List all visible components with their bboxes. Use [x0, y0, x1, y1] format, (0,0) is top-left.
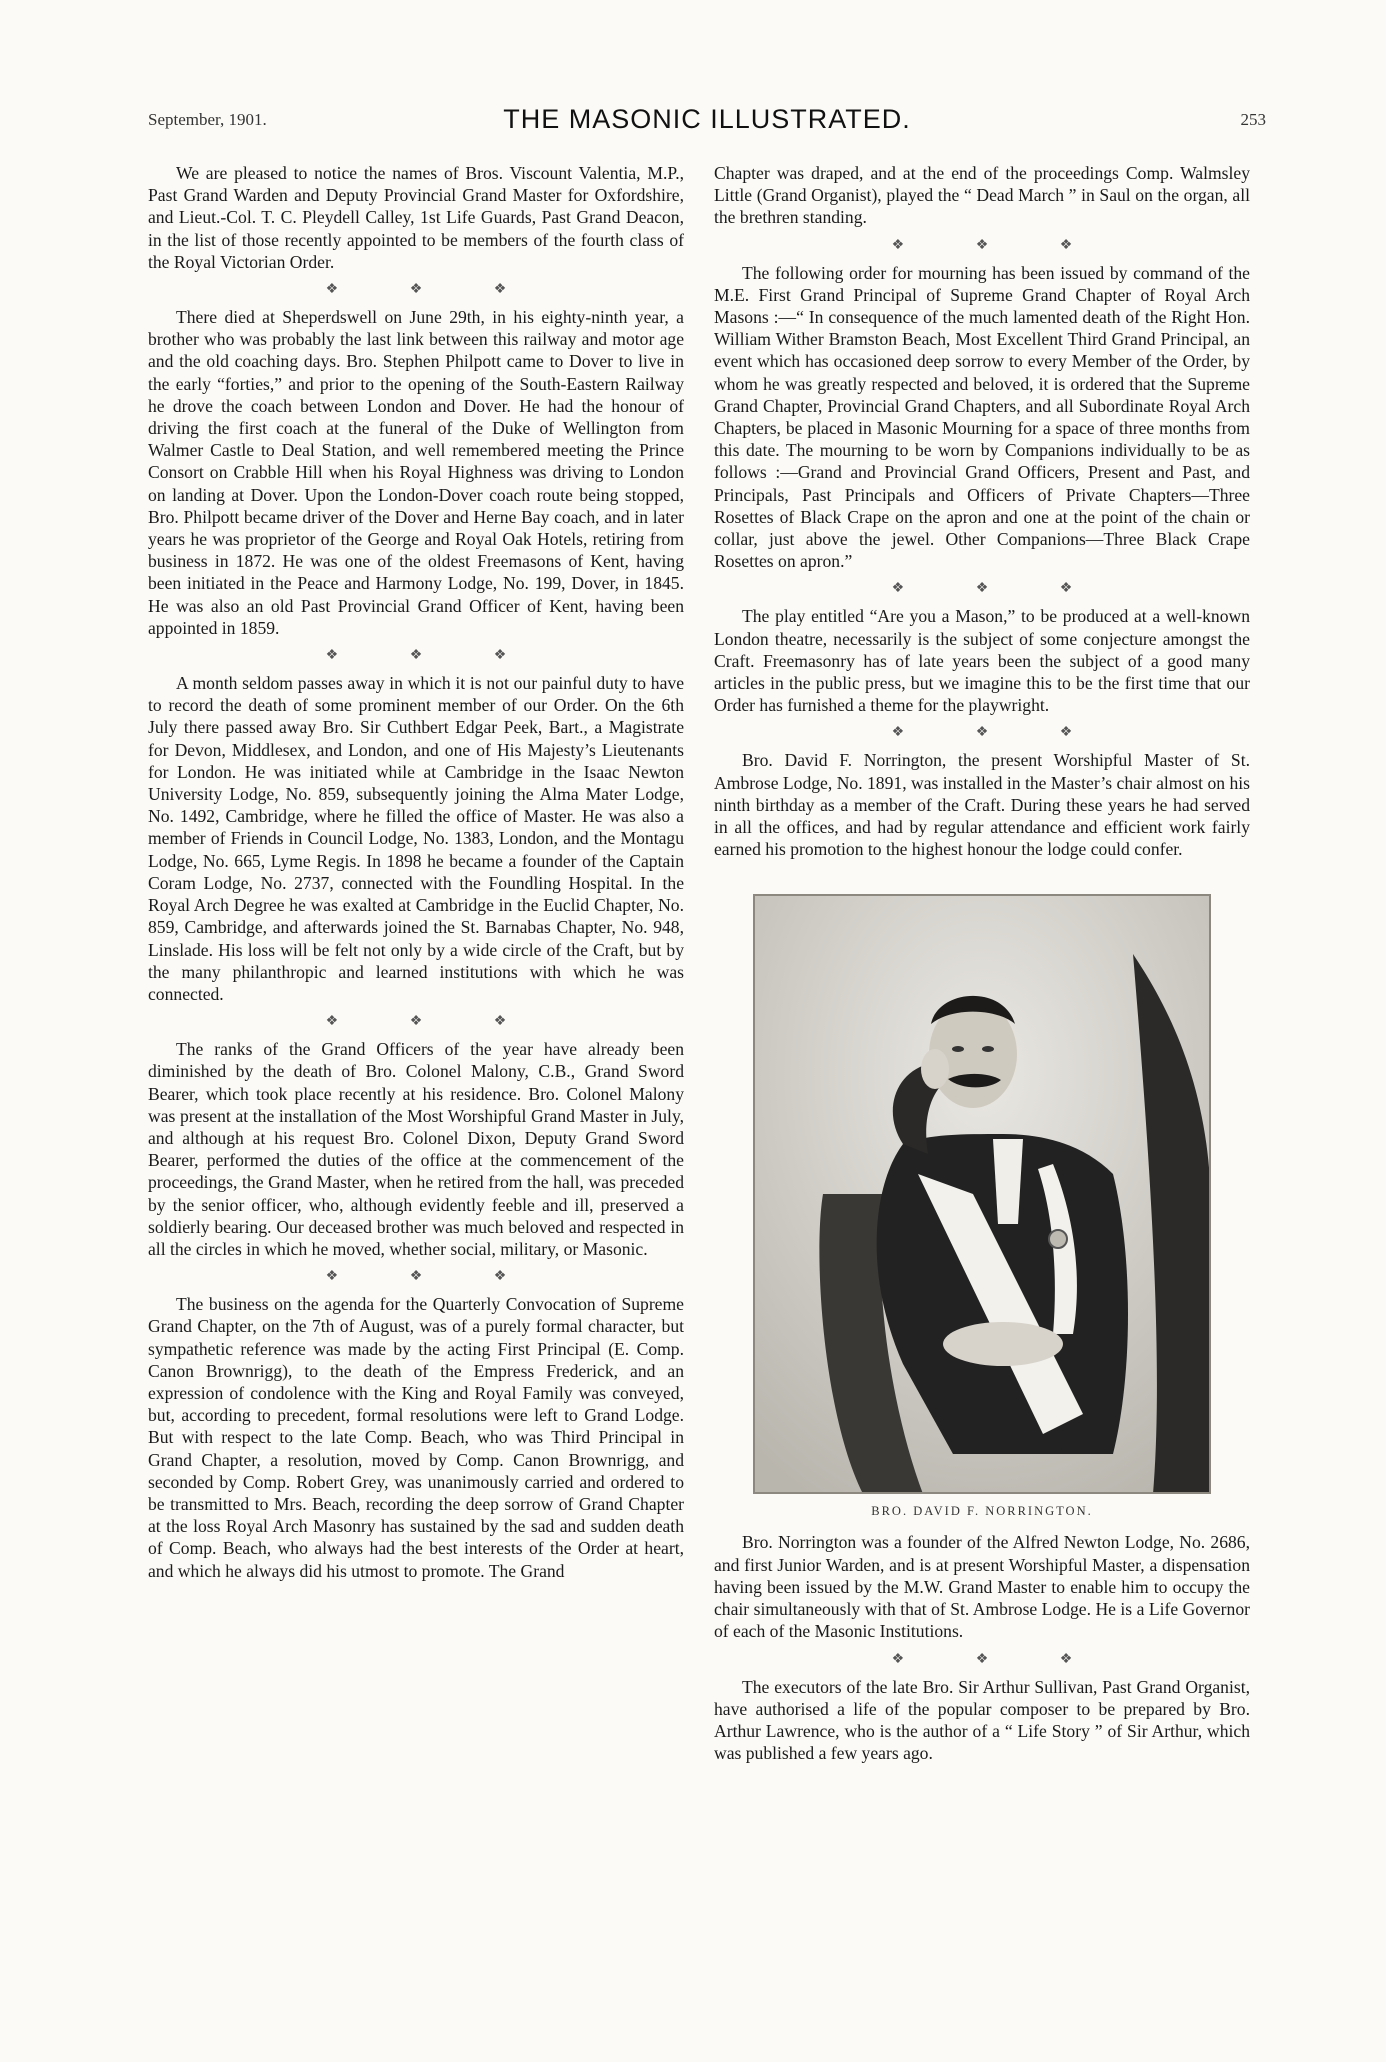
paragraph-mourning-order: The following order for mourning has been issued by command of the M.E. First Grand Principal of Supreme Grand Chapter of Royal Arch Masons :—“ In consequence of the much lamented death of the Right Hon. William Wither Bramston Beach, Most Excellent Third Grand Principal, an event which has occasioned deep sorrow to every Member of the Order, by whom he was greatly respected and beloved, it is ordered that the Supreme Grand Chapter, Provincial Grand Chapters, and all Subordinate Royal Arch Chapters, be placed in Masonic Mourning for a space of three months from this date. The mourning to be worn by Companions individually to be as follows :—Grand and Provincial Grand Officers, Present and Past, and Principals, Past Principals and Officers of Private Chapters—Three Rosettes of Black Crape on the apron and one at the point of the chain or collar, just above the jewel. Other Companions—Three Black Crape Rosettes on apron.”	[714, 262, 1250, 572]
paragraph-dead-march: Chapter was draped, and at the end of the proceedings Comp. Walmsley Little (Grand Organist), played the “ Dead March ” in Saul on the organ, all the brethren standing.	[714, 163, 1250, 228]
left-column	[148, 162, 684, 1582]
publication-title: THE MASONIC ILLUSTRATED.	[503, 104, 911, 134]
portrait-caption: BRO. DAVID F. NORRINGTON.	[871, 1504, 1093, 1519]
paragraph-cuthbert-peek: A month seldom passes away in which it is not our painful duty to have to record the death of some prominent member of our Order. On the 6th July there passed away Bro. Sir Cuthbert Edgar Peek, Bart., a Magistrate for Devon, Middlesex, and London, and one of His Majesty’s Lieutenants for London. He was initiated while at Cambridge in the Isaac Newton University Lodge, No. 859, subsequently joining the Alma Mater Lodge, No. 1492, Cambridge, where he filled the office of Master. He was also a member of Friends in Council Lodge, No. 1383, London, and the Montagu Lodge, No. 665, Lyme Regis. In 1898 he became a founder of the Captain Coram Lodge, No. 2737, connected with the Foundling Hospital. In the Royal Arch Degree he was exalted at Cambridge in the Euclid Chapter, No. 859, Cambridge, and afterwards joined the St. Barnabas Chapter, No. 948, Linslade. His loss will be felt not only by a wide circle of the Craft, but by the many philanthropic and learned institutions with which he was connected.	[148, 673, 684, 1004]
section-ornament: ❖ ❖ ❖	[325, 1014, 541, 1030]
issue-date: September, 1901.	[148, 110, 267, 129]
paragraph-royal-victorian-order: We are pleased to notice the names of Bros. Viscount Valentia, M.P., Past Grand Warden and Deputy Provincial Grand Master for Oxfordshire, and Lieut.-Col. T. C. Pleydell Calley, 1st Life Guards, Past Grand Deacon, in the list of those recently appointed to be members of the fourth class of the Royal Victorian Order.	[148, 163, 684, 272]
right-column	[714, 162, 1250, 1764]
paragraph-david-norrington: Bro. David F. Norrington, the present Worshipful Master of St. Ambrose Lodge, No. 1891, was installed in the Master’s chair almost on his ninth birthday as a member of the Craft. During these years he had served in all the offices, and had by regular attendance and efficient work fairly earned his promotion to the highest honour the lodge could confer.	[714, 750, 1250, 860]
section-ornament: ❖ ❖ ❖	[891, 725, 1107, 741]
paragraph-play-are-you-a-mason: The play entitled “Are you a Mason,” to be produced at a well-known London theatre, necessarily is the subject of some conjecture amongst the Craft. Freemasonry has of late years been the subject of a good many articles in the public press, but we imagine this to be the first time that our Order has furnished a theme for the playwright.	[714, 606, 1250, 716]
paragraph-grand-chapter: The business on the agenda for the Quarterly Convocation of Supreme Grand Chapter, on the 7th of August, was of a purely formal character, but sympathetic reference was made by the acting First Principal (E. Comp. Canon Brownrigg), to the death of the Empress Frederick, and an expression of condolence with the King and Royal Family was conveyed, but, according to precedent, formal resolutions were left to Grand Lodge. But with respect to the late Comp. Beach, who was Third Principal in Grand Chapter, a resolution, moved by Comp. Canon Brownrigg, and seconded by Comp. Robert Grey, was unanimously carried and ordered to be transmitted to Mrs. Beach, recording the deep sorrow of Grand Chapter at the loss Royal Arch Masonry has sustained by the sad and sudden death of Comp. Beach, who always had the best interests of the Order at heart, and which he always did his utmost to promote. The Grand	[148, 1294, 684, 1581]
paragraph-norrington-founder: Bro. Norrington was a founder of the Alfred Newton Lodge, No. 2686, and first Junior Warden, and is at present Worshipful Master, a dispensation having been issued by the M.W. Grand Master to enable him to occupy the chair simultaneously with that of St. Ambrose Lodge. He is a Life Governor of each of the Masonic Institutions.	[714, 1532, 1250, 1642]
portrait-photo	[753, 894, 1211, 1494]
paragraph-arthur-sullivan: The executors of the late Bro. Sir Arthur Sullivan, Past Grand Organist, have authorised a life of the popular composer to be prepared by Bro. Arthur Lawrence, who is the author of a “ Life Story ” of Sir Arthur, which was published a few years ago.	[714, 1676, 1250, 1764]
paragraph-stephen-philpott: There died at Sheperdswell on June 29th, in his eighty-ninth year, a brother who was probably the last link between this railway and motor age and the old coaching days. Bro. Stephen Philpott came to Dover to live in the early “forties,” and prior to the opening of the South-Eastern Railway he drove the coach between London and Dover. He had the honour of driving the first coach at the funeral of the Duke of Wellington from Walmer Castle to Deal Station, and well remembered meeting the Prince Consort on Crabble Hill when his Royal Highness was driving to London on landing at Dover. Upon the London-Dover coach route being stopped, Bro. Philpott became driver of the Dover and Herne Bay coach, and in later years he was proprietor of the George and Royal Oak Hotels, retiring from business in 1872. He was one of the oldest Freemasons of Kent, having been initiated in the Peace and Harmony Lodge, No. 199, Dover, in 1845. He was also an old Past Provincial Grand Officer of Kent, having been appointed in 1859.	[148, 307, 684, 638]
page-header	[148, 104, 1266, 140]
section-ornament: ❖ ❖ ❖	[891, 237, 1107, 253]
section-ornament: ❖ ❖ ❖	[891, 1651, 1107, 1667]
section-ornament: ❖ ❖ ❖	[891, 581, 1107, 597]
paragraph-colonel-malony: The ranks of the Grand Officers of the year have already been diminished by the death of Bro. Colonel Malony, C.B., Grand Sword Bearer, which took place recently at his residence. Bro. Colonel Malony was present at the installation of the Most Worshipful Grand Master in July, and although at his request Bro. Colonel Dixon, Deputy Grand Sword Bearer, performed the duties of the office at the commencement of the proceedings, the Grand Master, when he retired from the hall, was preceded by the senior officer, who, although evidently feeble and ill, preserved a soldierly bearing. Our deceased brother was much beloved and respected in all the circles in which he moved, whether social, military, or Masonic.	[148, 1039, 684, 1259]
section-ornament: ❖ ❖ ❖	[325, 1269, 541, 1285]
section-ornament: ❖ ❖ ❖	[325, 282, 541, 298]
page-number: 253	[1240, 110, 1266, 129]
section-ornament: ❖ ❖ ❖	[325, 648, 541, 664]
